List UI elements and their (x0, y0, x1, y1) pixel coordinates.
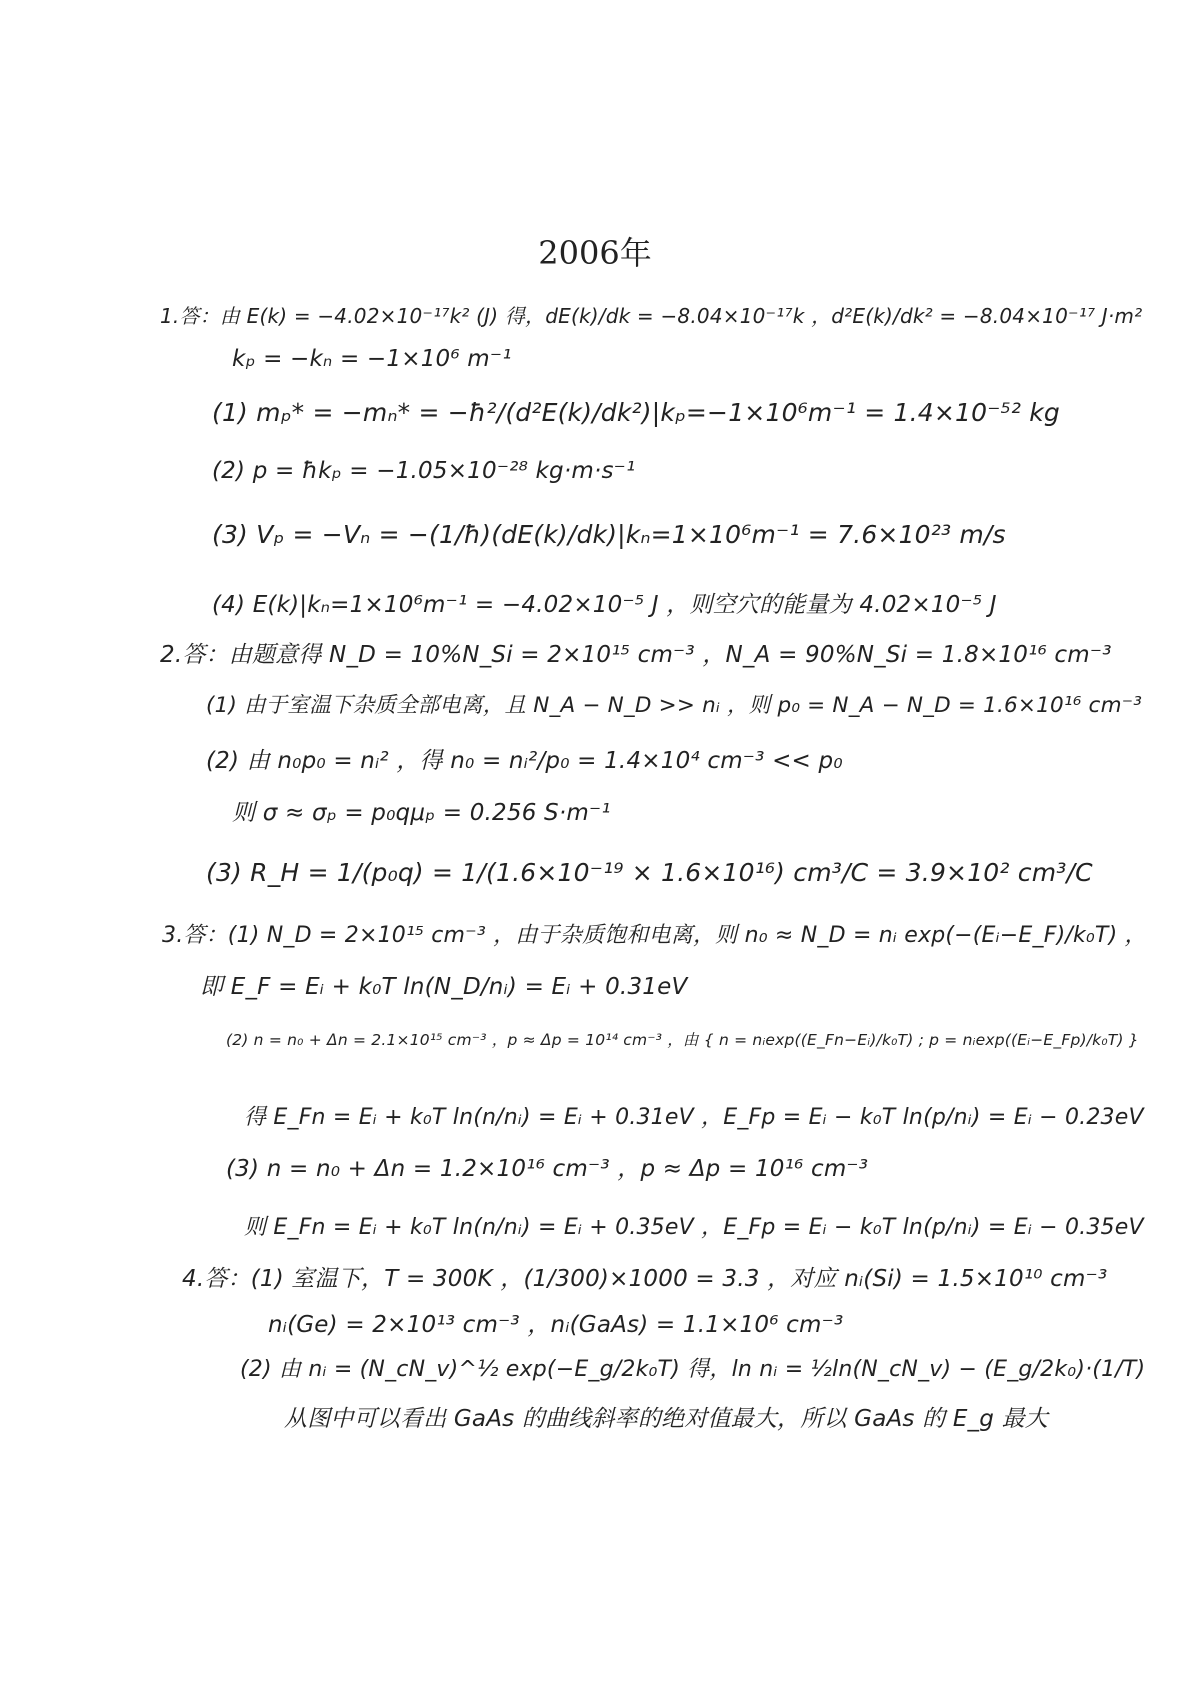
answer-3-part-2: (2) n = n₀ + Δn = 2.1×10¹⁵ cm⁻³ ，p ≈ Δp = 10¹⁴ cm⁻³ ，由 { n = nᵢexp((E_Fn−Eᵢ)/k₀T) ; p = nᵢexp((Eᵢ−E_Fp)/k₀T) } (226, 1031, 1139, 1049)
answer-4-part-2: (2) 由 nᵢ = (N_cN_v)^½ exp(−E_g/2k₀T) 得，ln nᵢ = ½ln(N_cN_v) − (E_g/2k₀)·(1/T) (240, 1357, 1146, 1382)
answer-1-line-2: kₚ = −kₙ = −1×10⁶ m⁻¹ (232, 346, 512, 372)
answer-1-part-2: (2) p = ħkₚ = −1.05×10⁻²⁸ kg·m·s⁻¹ (212, 458, 636, 484)
answer-1-part-1: (1) mₚ* = −mₙ* = −ħ²/(d²E(k)/dk²)|kₚ=−1×10⁶m⁻¹ = 1.4×10⁻⁵² kg (212, 398, 1060, 427)
answer-2-part-2: (2) 由 n₀p₀ = nᵢ² ，得 n₀ = nᵢ²/p₀ = 1.4×10⁴ cm⁻³ << p₀ (206, 748, 843, 774)
answer-2-line-1: 2.答：由题意得 N_D = 10%N_Si = 2×10¹⁵ cm⁻³ ，N_A = 90%N_Si = 1.8×10¹⁶ cm⁻³ (160, 642, 1112, 668)
answer-2-part-2-cont: 则 σ ≈ σₚ = p₀qμₚ = 0.256 S·m⁻¹ (232, 800, 611, 826)
answer-1-part-4: (4) E(k)|kₙ=1×10⁶m⁻¹ = −4.02×10⁻⁵ J ，则空穴的能量为 4.02×10⁻⁵ J (212, 592, 997, 618)
answer-3-part-2-cont: 得 E_Fn = Eᵢ + k₀T ln(n/nᵢ) = Eᵢ + 0.31eV ，E_Fp = Eᵢ − k₀T ln(p/nᵢ) = Eᵢ − 0.23eV (244, 1105, 1144, 1130)
answer-2-part-1: (1) 由于室温下杂质全部电离，且 N_A − N_D >> nᵢ ，则 p₀ = N_A − N_D = 1.6×10¹⁶ cm⁻³ (206, 693, 1143, 718)
answer-4-part-1-cont: nᵢ(Ge) = 2×10¹³ cm⁻³ ，nᵢ(GaAs) = 1.1×10⁶ cm⁻³ (268, 1312, 844, 1338)
answer-3-part-1: 3.答：(1) N_D = 2×10¹⁵ cm⁻³ ，由于杂质饱和电离，则 n₀ ≈ N_D = nᵢ exp(−(Eᵢ−E_F)/k₀T) ， (162, 923, 1147, 948)
answer-4-part-2-cont: 从图中可以看出 GaAs 的曲线斜率的绝对值最大，所以 GaAs 的 E_g 最大 (284, 1406, 1048, 1432)
answer-3-part-3: (3) n = n₀ + Δn = 1.2×10¹⁶ cm⁻³ ，p ≈ Δp = 10¹⁶ cm⁻³ (226, 1156, 869, 1182)
page-title: 2006年 (538, 234, 652, 272)
answer-3-part-3-cont: 则 E_Fn = Eᵢ + k₀T ln(n/nᵢ) = Eᵢ + 0.35eV ，E_Fp = Eᵢ − k₀T ln(p/nᵢ) = Eᵢ − 0.35eV (244, 1215, 1144, 1240)
answer-1-line-1: 1.答：由 E(k) = −4.02×10⁻¹⁷k² (J) 得，dE(k)/dk = −8.04×10⁻¹⁷k ，d²E(k)/dk² = −8.04×10⁻¹⁷ J·m² (160, 304, 1143, 328)
answer-1-part-3: (3) Vₚ = −Vₙ = −(1/ħ)(dE(k)/dk)|kₙ=1×10⁶m⁻¹ = 7.6×10²³ m/s (212, 520, 1006, 549)
answer-2-part-3: (3) R_H = 1/(p₀q) = 1/(1.6×10⁻¹⁹ × 1.6×10¹⁶) cm³/C = 3.9×10² cm³/C (206, 858, 1093, 887)
answer-4-part-1: 4.答：(1) 室温下，T = 300K ，(1/300)×1000 = 3.3 ，对应 nᵢ(Si) = 1.5×10¹⁰ cm⁻³ (182, 1266, 1108, 1292)
answer-3-part-1-cont: 即 E_F = Eᵢ + k₀T ln(N_D/nᵢ) = Eᵢ + 0.31eV (200, 974, 688, 1000)
